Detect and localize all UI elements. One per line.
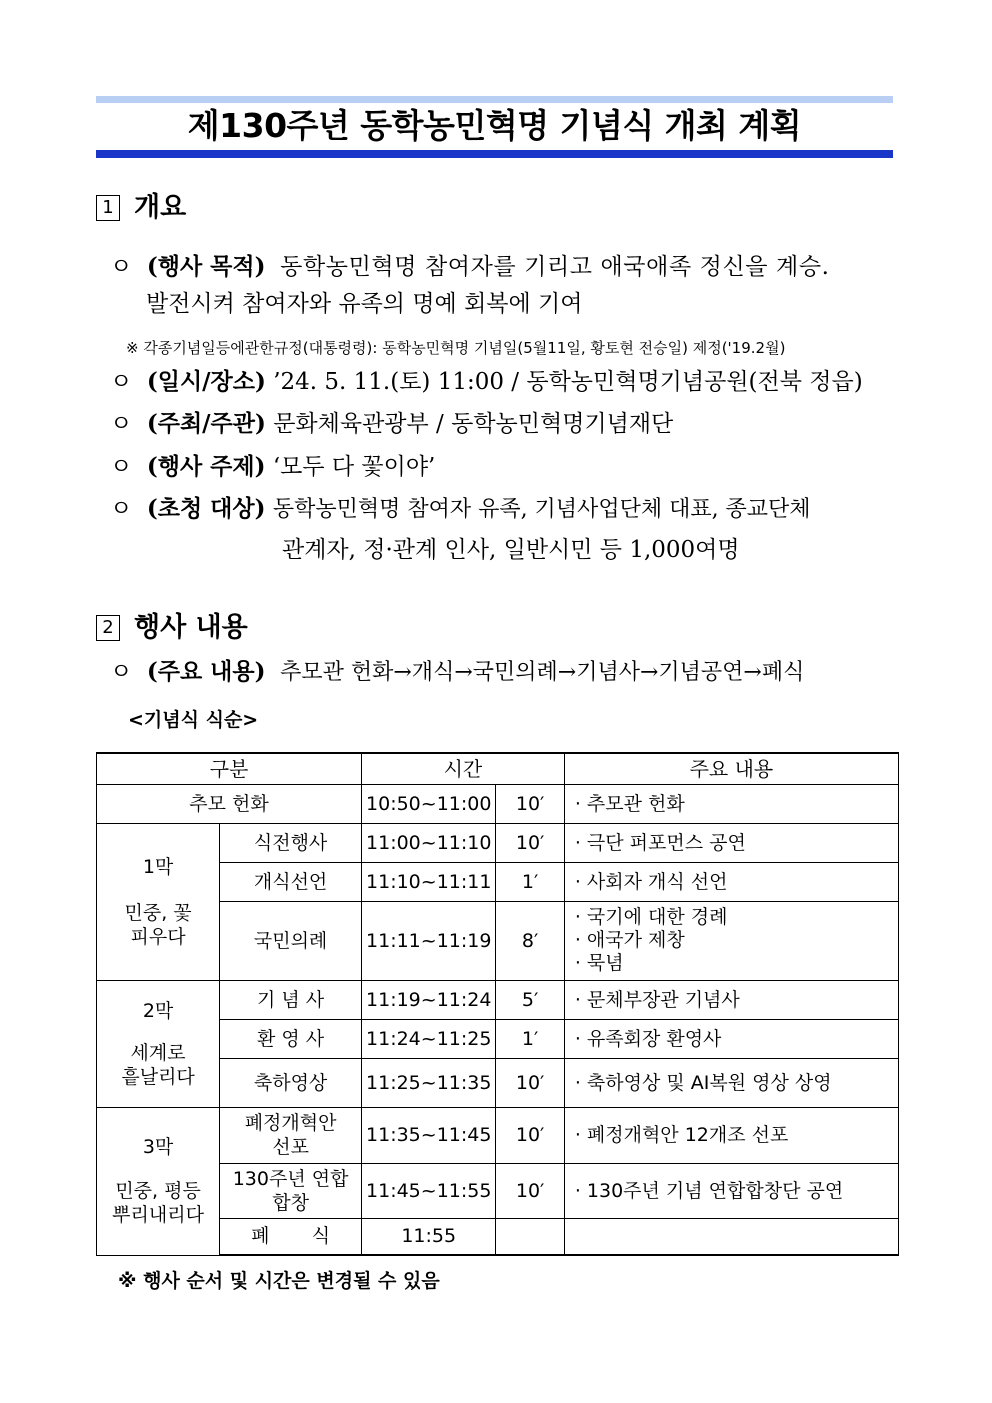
purpose-label: (행사 목적): [146, 253, 266, 280]
row-content: · 사회자 개식 선언: [564, 862, 898, 901]
bullet-host: [110, 409, 673, 439]
bullet-purpose: [110, 252, 830, 319]
datetime-value: ’24. 5. 11.(토) 11:00 / 동학농민혁명기념공원(전북 정읍): [273, 369, 863, 395]
row-duration: [496, 1218, 564, 1255]
page-title: 제130주년 동학농민혁명 기념식 개최 계획: [187, 106, 802, 145]
bullet-marker: ㅇ: [110, 454, 147, 480]
act-1-cell: 1막 민중, 꽃 피우다: [97, 823, 220, 980]
row-duration: 8′: [496, 901, 564, 980]
row-sub-category: 환 영 사: [220, 1019, 362, 1058]
section-1-label: 개요: [134, 192, 187, 223]
row-sub-category: 기 념 사: [220, 980, 362, 1019]
section-1-heading: [96, 190, 186, 226]
row-time: 11:10~11:11: [362, 862, 496, 901]
table-row: [97, 980, 899, 1019]
row-time: 11:11~11:19: [362, 901, 496, 980]
bullet-main-content: [110, 657, 804, 688]
row-duration: 1′: [496, 862, 564, 901]
act-3-cell: 3막 민중, 평등 뿌리내리다: [97, 1107, 220, 1255]
section-2-number: 2: [96, 615, 120, 641]
purpose-note: ※ 각종기념일등에관한규정(대통령령): 동학농민혁명 기념일(5월11일, 황토현 전승일) 제정('19.2월): [126, 339, 786, 357]
invite-line2: 관계자, 정·관계 인사, 일반시민 등 1,000여명: [282, 537, 740, 563]
row-content: · 추모관 헌화: [564, 784, 898, 823]
title-bottom-bar: [96, 150, 893, 158]
host-value: 문화체육관광부 / 동학농민혁명기념재단: [273, 411, 674, 437]
section-2-heading: [96, 610, 248, 646]
row-duration: 1′: [496, 1019, 564, 1058]
main-content-value: 추모관 헌화→개식→국민의례→기념사→기념공연→폐식: [280, 660, 805, 685]
bullet-marker: ㅇ: [110, 496, 147, 522]
row-duration: 10′: [496, 1107, 564, 1163]
bullet-marker: ㅇ: [110, 369, 147, 395]
row-duration: 5′: [496, 980, 564, 1019]
table-caption: <기념식 식순>: [128, 709, 259, 731]
row-content: · 축하영상 및 AI복원 영상 상영: [564, 1058, 898, 1107]
theme-label: (행사 주제): [146, 453, 266, 480]
row-category: 추모 헌화: [97, 784, 362, 823]
row-content: · 문체부장관 기념사: [564, 980, 898, 1019]
row-sub-category: 폐 식: [220, 1218, 362, 1255]
row-content: · 130주년 기념 연합합창단 공연: [564, 1163, 898, 1218]
row-duration: 10′: [496, 1058, 564, 1107]
row-time: 11:45~11:55: [362, 1163, 496, 1218]
row-sub-category: 식전행사: [220, 823, 362, 862]
row-time: 10:50~11:00: [362, 784, 496, 823]
header-category: 구분: [97, 753, 362, 784]
section-1-number: 1: [96, 195, 120, 221]
invite-line1: 동학농민혁명 참여자 유족, 기념사업단체 대표, 종교단체: [272, 497, 811, 522]
row-sub-category: 국민의례: [220, 901, 362, 980]
row-time: 11:19~11:24: [362, 980, 496, 1019]
section-2-label: 행사 내용: [134, 612, 248, 643]
row-content: · 폐정개혁안 12개조 선포: [564, 1107, 898, 1163]
row-time: 11:35~11:45: [362, 1107, 496, 1163]
table-row: [97, 823, 899, 862]
header-time: 시간: [362, 753, 565, 784]
row-content: · 유족회장 환영사: [564, 1019, 898, 1058]
bullet-datetime: [110, 367, 863, 397]
purpose-line2: 발전시켜 참여자와 유족의 명예 회복에 기여: [146, 291, 583, 317]
invite-label: (초청 대상): [146, 495, 266, 522]
row-duration: 10′: [496, 784, 564, 823]
row-time: 11:00~11:10: [362, 823, 496, 862]
purpose-line1: 동학농민혁명 참여자를 기리고 애국애족 정신을 계승.: [280, 254, 830, 280]
host-label: (주최/주관): [146, 410, 266, 437]
row-content: [564, 1218, 898, 1255]
row-content: · 국기에 대한 경례 · 애국가 제창 · 묵념: [564, 901, 898, 980]
bullet-invite: [110, 494, 811, 565]
header-content: 주요 내용: [564, 753, 898, 784]
theme-value: ‘모두 다 꽃이야’: [272, 454, 436, 480]
footnote: ※ 행사 순서 및 시간은 변경될 수 있음: [118, 1270, 440, 1292]
bullet-theme: [110, 452, 435, 482]
table-row: [97, 784, 899, 823]
row-time: 11:24~11:25: [362, 1019, 496, 1058]
row-sub-category: 개식선언: [220, 862, 362, 901]
row-sub-category: 폐정개혁안 선포: [220, 1107, 362, 1163]
bullet-marker: ㅇ: [110, 411, 147, 437]
row-time: 11:55: [362, 1218, 496, 1255]
bullet-marker: ㅇ: [110, 254, 147, 280]
row-duration: 10′: [496, 1163, 564, 1218]
row-time: 11:25~11:35: [362, 1058, 496, 1107]
datetime-label: (일시/장소): [146, 368, 266, 395]
row-content: · 극단 퍼포먼스 공연: [564, 823, 898, 862]
row-sub-category: 130주년 연합 합창: [220, 1163, 362, 1218]
main-content-label: (주요 내용): [146, 658, 266, 685]
table-header-row: [97, 753, 899, 784]
table-row: [97, 1107, 899, 1163]
bullet-marker: ㅇ: [110, 659, 147, 685]
row-duration: 10′: [496, 823, 564, 862]
row-sub-category: 축하영상: [220, 1058, 362, 1107]
schedule-table: [96, 752, 899, 1256]
act-2-cell: 2막 세계로 흩날리다: [97, 980, 220, 1107]
title-top-bar: [96, 96, 893, 103]
